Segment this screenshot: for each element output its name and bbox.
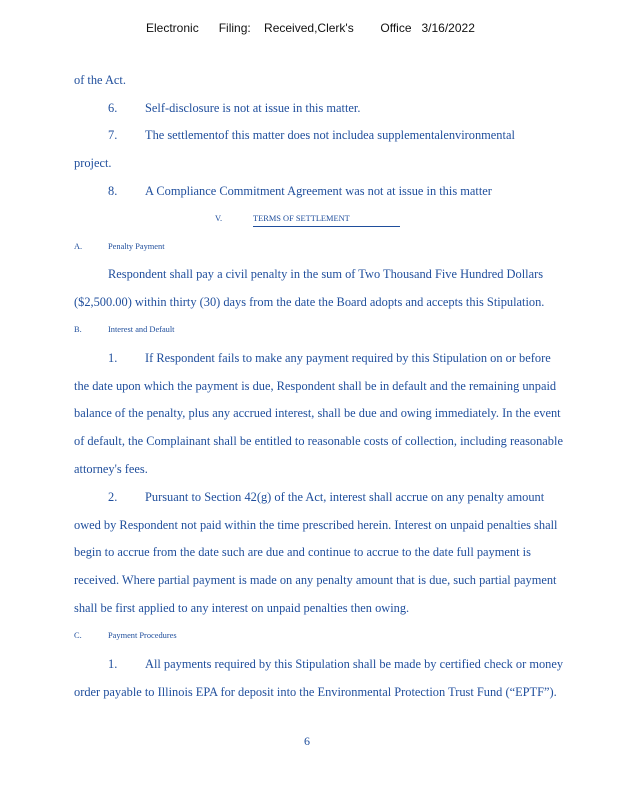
subsection-letter: B. [74, 325, 82, 334]
section-number: V. [215, 214, 223, 223]
paragraph-text: Pursuant to Section 42(g) of the Act, interest shall accrue on any penalty amount [145, 490, 545, 504]
text-line: of the Act. [74, 73, 126, 87]
paragraph-number: 2. [108, 490, 118, 504]
paragraph-number: 1. [108, 351, 118, 365]
text-line: of default, the Complainant shall be entitled to reasonable costs of collection, including reasonable [74, 434, 563, 448]
paragraph-text: Self-disclosure is not at issue in this matter. [145, 101, 361, 115]
text-line: project. [74, 156, 112, 170]
text-line: order payable to Illinois EPA for deposit into the Environmental Protection Trust Fund (“EPTF”). [74, 685, 557, 699]
text-line: balance of the penalty, plus any accrued interest, shall be due and owing immediately. In the event [74, 406, 561, 420]
text-line: ($2,500.00) within thirty (30) days from the date the Board adopts and accepts this Stipulation. [74, 295, 545, 309]
paragraph-text: The settlementof this matter does not includea supplementalenvironmental [145, 128, 515, 142]
text-line: owed by Respondent not paid within the time prescribed herein. Interest on unpaid penalties shall [74, 518, 558, 532]
subsection-heading: Penalty Payment [108, 242, 165, 251]
text-line: Respondent shall pay a civil penalty in the sum of Two Thousand Five Hundred Dollars [108, 267, 544, 281]
paragraph-number: 8. [108, 184, 118, 198]
efiling-header-stamp: Electronic Filing: Received,Clerk's Office 3/16/2022 [146, 21, 475, 35]
paragraph-text: A Compliance Commitment Agreement was not at issue in this matter [145, 184, 492, 198]
page-number: 6 [304, 734, 310, 748]
paragraph-number: 1. [108, 657, 118, 671]
paragraph-number: 7. [108, 128, 118, 142]
paragraph-number: 6. [108, 101, 118, 115]
subsection-heading: Interest and Default [108, 325, 175, 334]
section-heading: TERMS OF SETTLEMENT [253, 214, 350, 223]
text-line: shall be first applied to any interest on unpaid penalties then owing. [74, 601, 410, 615]
text-line: received. Where partial payment is made on any penalty amount that is due, such partial payment [74, 573, 557, 587]
subsection-letter: A. [74, 242, 83, 251]
text-line: the date upon which the payment is due, Respondent shall be in default and the remaining unpaid [74, 379, 557, 393]
subsection-letter: C. [74, 631, 82, 640]
subsection-heading: Payment Procedures [108, 631, 177, 640]
heading-underline [253, 226, 400, 227]
paragraph-text: All payments required by this Stipulation shall be made by certified check or money [145, 657, 564, 671]
text-line: attorney's fees. [74, 462, 148, 476]
text-line: begin to accrue from the date such are due and continue to accrue to the date full payment is [74, 545, 531, 559]
paragraph-text: If Respondent fails to make any payment required by this Stipulation on or before [145, 351, 551, 365]
